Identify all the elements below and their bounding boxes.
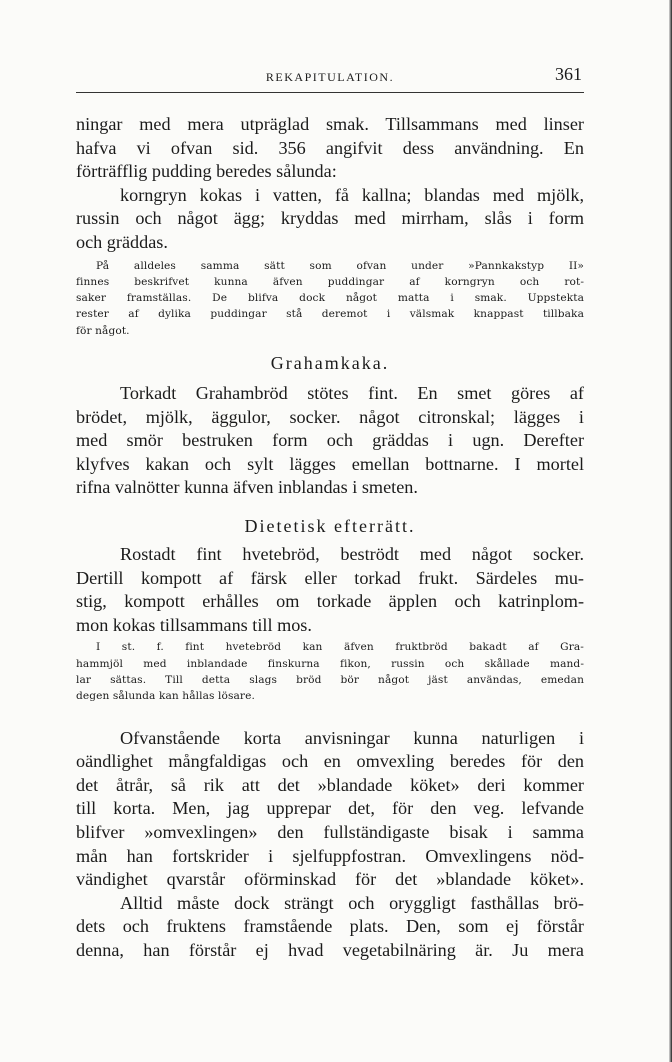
text-line: korngryn kokas i vatten, få kallna; blandas med mjölk, xyxy=(120,184,584,205)
text-line: förträfflig pudding beredes sålunda: xyxy=(76,161,337,182)
text-line: Dertill kompott af färsk eller torkad frukt. Särdeles mu- xyxy=(76,567,584,588)
text-line: Ofvanstående korta anvisningar kunna naturligen i xyxy=(120,727,584,748)
note-line: för något. xyxy=(76,324,130,337)
intro-paragraph xyxy=(76,113,584,184)
text-line: stig, kompott erhålles om torkade äpplen och katrinplom- xyxy=(76,591,584,612)
note-line: rester af dylika puddingar stå deremot i välsmak knappast tillbaka xyxy=(76,308,584,321)
note-line: lar sättas. Till detta slags bröd bör något jäst användas, emedan xyxy=(76,673,584,686)
text-line: ningar med mera utpräglad smak. Tillsammans med linser xyxy=(76,114,584,134)
section-heading-dietetisk: Dietetisk efterrätt. xyxy=(244,516,416,537)
note-line: hammjöl med inblandade finskurna fikon, russin och skållade mand- xyxy=(76,657,584,670)
text-line: brödet, mjölk, äggulor, socker. något citronskal; lägges i xyxy=(76,406,584,427)
text-line: hafva vi ofvan sid. 356 angifvit dess användning. En xyxy=(76,137,584,158)
text-line: Torkadt Grahambröd stötes fint. En smet göres af xyxy=(120,383,584,404)
page-number: 361 xyxy=(555,64,582,84)
grahamkaka-paragraph xyxy=(76,382,584,500)
text-line: denna, han förstår ej hvad vegetabilnäring är. Ju mera xyxy=(76,939,584,960)
dietetisk-paragraph xyxy=(76,543,584,637)
text-line: mån han fortskrider i sjelfuppfostran. Omvexlingens nöd- xyxy=(76,845,584,866)
text-line: mon kokas tillsammans till mos. xyxy=(76,614,312,635)
note-line: saker framställas. De blifva dock något matta i smak. Uppstekta xyxy=(76,292,584,305)
closing-paragraph-2 xyxy=(76,892,584,963)
closing-paragraph-1 xyxy=(76,727,584,892)
running-title: REKAPITULATION. xyxy=(265,70,395,84)
text-line: blifver »omvexlingen» den fullständigaste bisak i samma xyxy=(76,821,584,842)
text-line: klyfves kakan och sylt lägges emellan bottnarne. I mortel xyxy=(76,453,584,474)
note-line: I st. f. fint hvetebröd kan äfven fruktbröd bakadt af Gra- xyxy=(96,641,584,654)
dietetisk-note xyxy=(76,639,584,704)
page-content xyxy=(76,62,584,963)
text-line: dets och fruktens framstående plats. Den, som ej förstår xyxy=(76,916,584,937)
note-line: finnes beskrifvet kunna äfven puddingar af korngryn och rot- xyxy=(76,275,584,288)
text-line: och gräddas. xyxy=(76,231,168,252)
pudding-recipe xyxy=(76,184,584,255)
text-line: det åtrår, så rik att det »blandade köket» deri kommer xyxy=(76,774,584,795)
pudding-note xyxy=(76,258,584,339)
text-line: till korta. Men, jag upprepar det, för den veg. lefvande xyxy=(76,798,584,819)
section-heading-grahamkaka: Grahamkaka. xyxy=(270,353,390,374)
text-line: oändlighet mångfaldigas och en omvexling beredes för den xyxy=(76,751,584,772)
note-line: På alldeles samma sätt som ofvan under »Pannkakstyp II» xyxy=(96,259,584,272)
text-line: rifna valnötter kunna äfven inblandas i smeten. xyxy=(76,477,418,498)
text-line: med smör bestruken form och gräddas i ugn. Derefter xyxy=(76,430,584,451)
text-line: Alltid måste dock strängt och oryggligt fasthållas brö- xyxy=(120,892,584,913)
note-line: degen sålunda kan hållas lösare. xyxy=(76,690,255,703)
text-line: russin och något ägg; kryddas med mirrham, slås i form xyxy=(76,208,584,229)
page-header xyxy=(76,62,584,93)
text-line: vändighet qvarstår oförminskad för det »blandade köket». xyxy=(76,869,584,890)
text-line: Rostadt fint hvetebröd, beströdt med något socker. xyxy=(120,544,584,565)
